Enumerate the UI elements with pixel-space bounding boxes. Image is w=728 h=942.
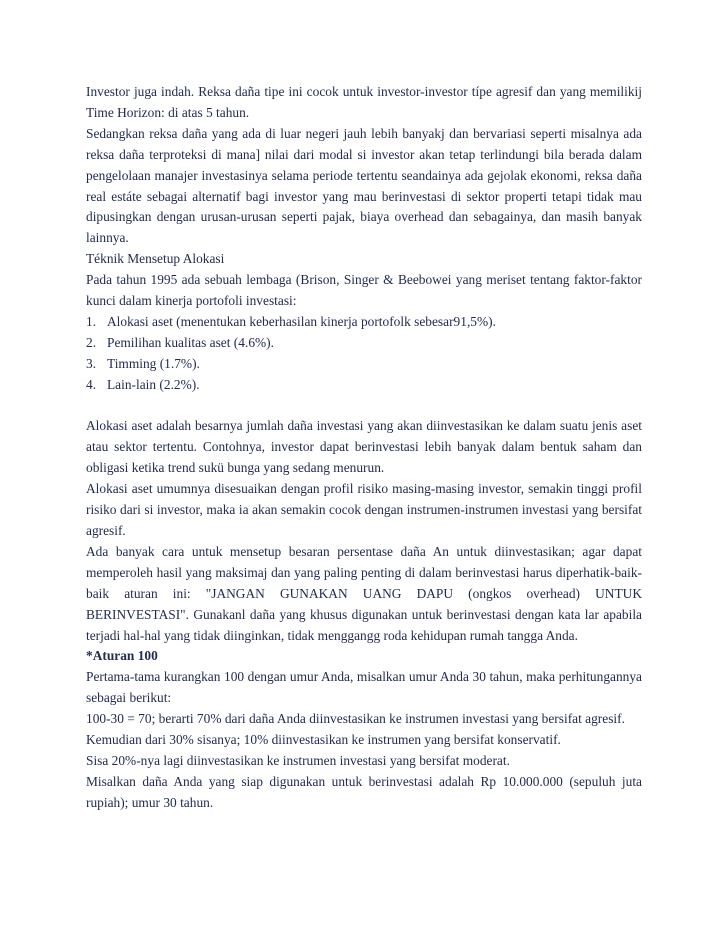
paragraph-reksa-dana-luar-negeri: Sedangkan reksa daña yang ada di luar negeri jauh lebih banyakj dan bervariasi seperti misalnya ada reksa daña terproteksi di mana] nilai dari modal si investor akan tetap terlindungi bila berada dalam pengelolaan manajer investasinya selama periode tertentu seandainya ada gejolak ekonomi, reksa daña real estáte sebagai alternatif bagi investor yang mau berinvestasi di sektor properti tetapi tidak mau dipusingkan dengan urusan-urusan seperti pajak, biaya overhead dan sebagainya, dan masih banyak lainnya. (86, 125, 642, 246)
list-item-text: Alokasi aset (menentukan keberhasilan kinerja portofolk sebesar91,5%). (107, 313, 496, 329)
paragraph-profil-risiko: Alokasi aset umumnya disesuaikan dengan profil risiko masing-masing investor, semakin tinggi profil risiko dari si investor, maka ia akan semakin cocok dengan instrumen-instrumen investasi yang bersifat agresif. (86, 481, 642, 539)
section-heading-teknik-alokasi: Téknik Mensetup Alokasi (86, 251, 225, 267)
section-heading-aturan-100: *Aturan 100 (86, 648, 158, 664)
list-item (86, 312, 642, 333)
paragraph-aturan-moderat: Sisa 20%-nya lagi diinvestasikan ke instrumen investasi yang bersifat moderat. (86, 752, 510, 768)
list-item (86, 354, 642, 375)
list-item-text: Lain-lain (2.2%). (107, 376, 200, 392)
factor-list (86, 312, 642, 396)
paragraph-riset-1995: Pada tahun 1995 ada sebuah lembaga (Brison, Singer & Beebowei yang meriset tentang faktor-faktor kunci dalam kinerja portofoli investasi: (86, 272, 642, 309)
list-item-text: Timming (1.7%). (107, 355, 200, 371)
list-item-number: 1. (86, 313, 97, 329)
paragraph-intro: Investor juga indah. Reksa daña tipe ini cocok untuk investor-investor típe agresif dan yang memilikij Time Horizon: di atas 5 tahun. (86, 84, 642, 120)
list-item (86, 375, 642, 396)
list-item-number: 3. (86, 355, 97, 371)
paragraph-mensetup-persentase: Ada banyak cara untuk mensetup besaran persentase daña An untuk diinvestasikan; agar dapat memperoleh hasil yang maksimaj dan yang paling penting di dalam berinvestasi harus diperhatik-baik-baik aturan ini: "JANGAN GUNAKAN UANG DAPU (ongkos overhead) UNTUK BERINVESTASI". Gunakanl daña yang khusus digunakan untuk berinvestasi dengan kata lar apabila terjadi hal-hal yang tidak diinginkan, tidak menggangg roda kehidupan rumah tangga Anda. (86, 543, 642, 643)
document-body (86, 82, 642, 814)
paragraph-aturan-langkah-1: Pertama-tama kurangkan 100 dengan umur Anda, misalkan umur Anda 30 tahun, maka perhitungannya sebagai berikut: (86, 669, 642, 706)
list-item (86, 333, 642, 354)
list-item-number: 2. (86, 334, 97, 350)
paragraph-aturan-konservatif: Kemudian dari 30% sisanya; 10% diinvestasikan ke instrumen yang bersifat konservatif. (86, 732, 561, 748)
blank-line (86, 396, 642, 417)
list-item-number: 4. (86, 376, 97, 392)
paragraph-contoh-dana: Misalkan daña Anda yang siap digunakan untuk berinvestasi adalah Rp 10.000.000 (sepuluh juta rupiah); umur 30 tahun. (86, 773, 642, 810)
paragraph-definisi-alokasi: Alokasi aset adalah besarnya jumlah daña investasi yang akan diinvestasikan ke dalam suatu jenis aset atau sektor tertentu. Contohnya, investor dapat berinvestasi lebih banyak dalam bentuk saham dan obligasi ketika trend sukü bunga yang sedang menurun. (86, 418, 642, 476)
paragraph-aturan-perhitungan: 100-30 = 70; berarti 70% dari daña Anda diinvestasikan ke instrumen investasi yang bersifat agresif. (86, 711, 625, 727)
list-item-text: Pemilihan kualitas aset (4.6%). (107, 334, 274, 350)
